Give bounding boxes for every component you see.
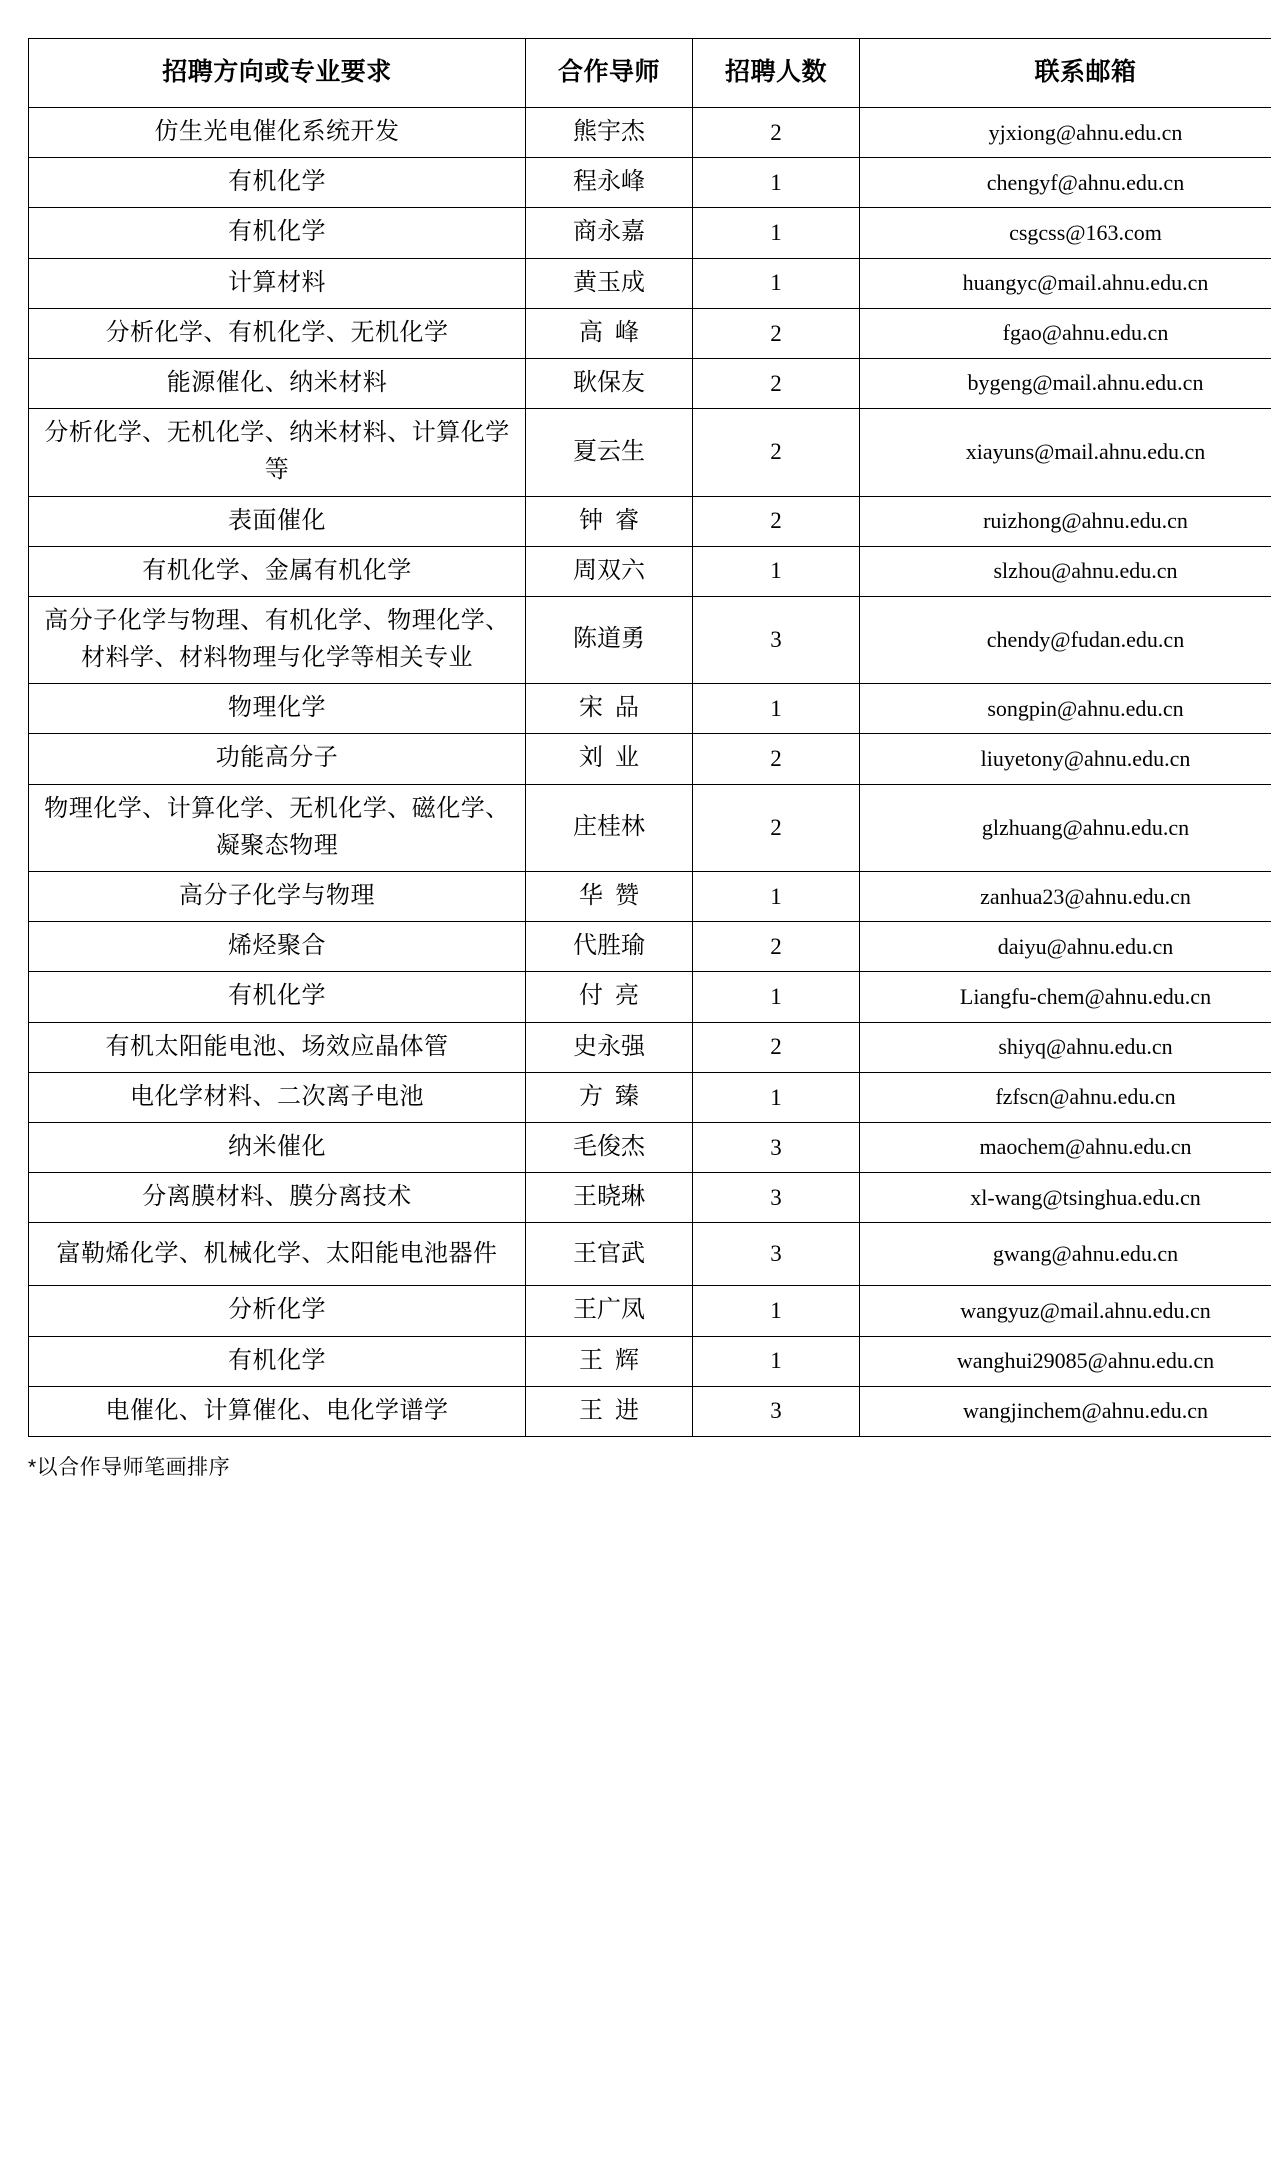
cell-major: 功能高分子 bbox=[29, 734, 526, 784]
cell-mentor: 王 辉 bbox=[526, 1336, 693, 1386]
cell-major: 电化学材料、二次离子电池 bbox=[29, 1072, 526, 1122]
cell-count: 2 bbox=[693, 922, 860, 972]
cell-mentor: 宋 品 bbox=[526, 684, 693, 734]
cell-count: 1 bbox=[693, 158, 860, 208]
table-row bbox=[29, 258, 1271, 308]
cell-count: 2 bbox=[693, 734, 860, 784]
cell-email: xl-wang@tsinghua.edu.cn bbox=[860, 1173, 1271, 1223]
table-row bbox=[29, 1223, 1271, 1286]
table-row bbox=[29, 1386, 1271, 1436]
cell-mentor: 王广凤 bbox=[526, 1286, 693, 1336]
table-row bbox=[29, 684, 1271, 734]
cell-major: 有机化学 bbox=[29, 208, 526, 258]
cell-mentor: 王官武 bbox=[526, 1223, 693, 1286]
cell-email: ruizhong@ahnu.edu.cn bbox=[860, 496, 1271, 546]
cell-count: 2 bbox=[693, 409, 860, 496]
recruitment-table bbox=[28, 38, 1271, 1437]
cell-major: 烯烃聚合 bbox=[29, 922, 526, 972]
cell-major: 分析化学、无机化学、纳米材料、计算化学等 bbox=[29, 409, 526, 496]
cell-count: 2 bbox=[693, 308, 860, 358]
cell-count: 3 bbox=[693, 1173, 860, 1223]
cell-email: wangyuz@mail.ahnu.edu.cn bbox=[860, 1286, 1271, 1336]
cell-email: Liangfu-chem@ahnu.edu.cn bbox=[860, 972, 1271, 1022]
cell-major: 表面催化 bbox=[29, 496, 526, 546]
table-row bbox=[29, 872, 1271, 922]
table-row bbox=[29, 1286, 1271, 1336]
cell-email: zanhua23@ahnu.edu.cn bbox=[860, 872, 1271, 922]
cell-count: 2 bbox=[693, 358, 860, 408]
cell-email: wangjinchem@ahnu.edu.cn bbox=[860, 1386, 1271, 1436]
cell-mentor: 程永峰 bbox=[526, 158, 693, 208]
table-row bbox=[29, 546, 1271, 596]
cell-mentor: 庄桂林 bbox=[526, 784, 693, 871]
cell-major: 有机化学 bbox=[29, 972, 526, 1022]
cell-count: 1 bbox=[693, 208, 860, 258]
cell-mentor: 高 峰 bbox=[526, 308, 693, 358]
cell-major: 有机太阳能电池、场效应晶体管 bbox=[29, 1022, 526, 1072]
cell-major: 分离膜材料、膜分离技术 bbox=[29, 1173, 526, 1223]
cell-email: chendy@fudan.edu.cn bbox=[860, 596, 1271, 683]
cell-count: 1 bbox=[693, 258, 860, 308]
cell-email: fgao@ahnu.edu.cn bbox=[860, 308, 1271, 358]
table-row bbox=[29, 208, 1271, 258]
table-row bbox=[29, 922, 1271, 972]
cell-major: 仿生光电催化系统开发 bbox=[29, 108, 526, 158]
cell-count: 1 bbox=[693, 1286, 860, 1336]
cell-mentor: 耿保友 bbox=[526, 358, 693, 408]
table-row bbox=[29, 1336, 1271, 1386]
cell-mentor: 代胜瑜 bbox=[526, 922, 693, 972]
cell-major: 高分子化学与物理 bbox=[29, 872, 526, 922]
cell-mentor: 周双六 bbox=[526, 546, 693, 596]
cell-major: 能源催化、纳米材料 bbox=[29, 358, 526, 408]
cell-count: 1 bbox=[693, 546, 860, 596]
cell-email: wanghui29085@ahnu.edu.cn bbox=[860, 1336, 1271, 1386]
cell-email: daiyu@ahnu.edu.cn bbox=[860, 922, 1271, 972]
cell-mentor: 方 臻 bbox=[526, 1072, 693, 1122]
cell-email: yjxiong@ahnu.edu.cn bbox=[860, 108, 1271, 158]
cell-count: 3 bbox=[693, 1223, 860, 1286]
cell-count: 1 bbox=[693, 1072, 860, 1122]
cell-email: maochem@ahnu.edu.cn bbox=[860, 1122, 1271, 1172]
table-row bbox=[29, 496, 1271, 546]
cell-email: bygeng@mail.ahnu.edu.cn bbox=[860, 358, 1271, 408]
cell-email: huangyc@mail.ahnu.edu.cn bbox=[860, 258, 1271, 308]
table-row bbox=[29, 1022, 1271, 1072]
cell-email: chengyf@ahnu.edu.cn bbox=[860, 158, 1271, 208]
header-row bbox=[29, 39, 1271, 108]
cell-mentor: 付 亮 bbox=[526, 972, 693, 1022]
cell-major: 有机化学 bbox=[29, 158, 526, 208]
cell-mentor: 王晓琳 bbox=[526, 1173, 693, 1223]
cell-mentor: 陈道勇 bbox=[526, 596, 693, 683]
cell-email: slzhou@ahnu.edu.cn bbox=[860, 546, 1271, 596]
cell-email: liuyetony@ahnu.edu.cn bbox=[860, 734, 1271, 784]
cell-count: 2 bbox=[693, 1022, 860, 1072]
cell-major: 富勒烯化学、机械化学、太阳能电池器件 bbox=[29, 1223, 526, 1286]
footnote: *以合作导师笔画排序 bbox=[28, 1455, 231, 1479]
table-row bbox=[29, 972, 1271, 1022]
cell-mentor: 华 赞 bbox=[526, 872, 693, 922]
cell-major: 高分子化学与物理、有机化学、物理化学、材料学、材料物理与化学等相关专业 bbox=[29, 596, 526, 683]
table-row bbox=[29, 158, 1271, 208]
cell-major: 有机化学 bbox=[29, 1336, 526, 1386]
cell-mentor: 王 进 bbox=[526, 1386, 693, 1436]
cell-mentor: 黄玉成 bbox=[526, 258, 693, 308]
table-row bbox=[29, 596, 1271, 683]
cell-count: 2 bbox=[693, 784, 860, 871]
table-header bbox=[29, 39, 1271, 108]
cell-count: 3 bbox=[693, 596, 860, 683]
cell-mentor: 夏云生 bbox=[526, 409, 693, 496]
table-row bbox=[29, 1122, 1271, 1172]
table-row bbox=[29, 409, 1271, 496]
cell-mentor: 熊宇杰 bbox=[526, 108, 693, 158]
cell-count: 3 bbox=[693, 1122, 860, 1172]
cell-email: fzfscn@ahnu.edu.cn bbox=[860, 1072, 1271, 1122]
table-row bbox=[29, 1072, 1271, 1122]
cell-mentor: 毛俊杰 bbox=[526, 1122, 693, 1172]
table-row bbox=[29, 1173, 1271, 1223]
cell-count: 2 bbox=[693, 108, 860, 158]
header-count: 招聘人数 bbox=[693, 39, 860, 108]
cell-major: 电催化、计算催化、电化学谱学 bbox=[29, 1386, 526, 1436]
cell-email: xiayuns@mail.ahnu.edu.cn bbox=[860, 409, 1271, 496]
cell-mentor: 商永嘉 bbox=[526, 208, 693, 258]
cell-count: 1 bbox=[693, 684, 860, 734]
cell-email: gwang@ahnu.edu.cn bbox=[860, 1223, 1271, 1286]
cell-mentor: 史永强 bbox=[526, 1022, 693, 1072]
table-row bbox=[29, 358, 1271, 408]
table-row bbox=[29, 784, 1271, 871]
cell-mentor: 刘 业 bbox=[526, 734, 693, 784]
cell-major: 分析化学、有机化学、无机化学 bbox=[29, 308, 526, 358]
table-row bbox=[29, 734, 1271, 784]
cell-major: 物理化学、计算化学、无机化学、磁化学、凝聚态物理 bbox=[29, 784, 526, 871]
table-body bbox=[29, 108, 1271, 1437]
cell-email: csgcss@163.com bbox=[860, 208, 1271, 258]
cell-major: 分析化学 bbox=[29, 1286, 526, 1336]
cell-major: 有机化学、金属有机化学 bbox=[29, 546, 526, 596]
cell-count: 1 bbox=[693, 872, 860, 922]
cell-major: 纳米催化 bbox=[29, 1122, 526, 1172]
cell-email: songpin@ahnu.edu.cn bbox=[860, 684, 1271, 734]
cell-count: 1 bbox=[693, 972, 860, 1022]
cell-major: 物理化学 bbox=[29, 684, 526, 734]
header-mentor: 合作导师 bbox=[526, 39, 693, 108]
header-email: 联系邮箱 bbox=[860, 39, 1271, 108]
cell-email: glzhuang@ahnu.edu.cn bbox=[860, 784, 1271, 871]
header-major: 招聘方向或专业要求 bbox=[29, 39, 526, 108]
cell-major: 计算材料 bbox=[29, 258, 526, 308]
cell-count: 1 bbox=[693, 1336, 860, 1386]
cell-count: 2 bbox=[693, 496, 860, 546]
cell-count: 3 bbox=[693, 1386, 860, 1436]
cell-email: shiyq@ahnu.edu.cn bbox=[860, 1022, 1271, 1072]
cell-mentor: 钟 睿 bbox=[526, 496, 693, 546]
table-row bbox=[29, 108, 1271, 158]
table-row bbox=[29, 308, 1271, 358]
